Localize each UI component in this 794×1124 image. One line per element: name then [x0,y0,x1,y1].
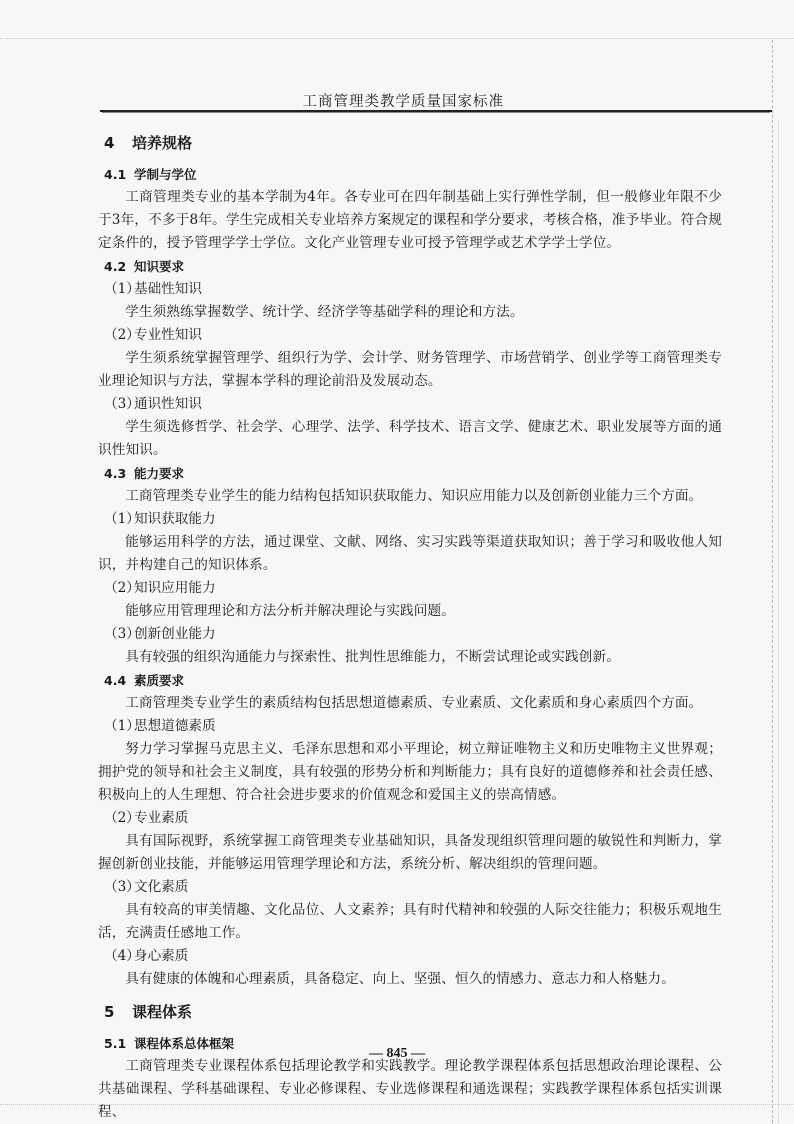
page-edge-shadow [778,120,779,1123]
page-edge [772,40,773,1123]
paragraph: 工商管理类专业学生的素质结构包括思想道德素质、专业素质、文化素质和身心素质四个方面。 [125,695,703,711]
heading-text: 素质要求 [134,673,185,688]
heading-number: 4.4 [104,673,127,688]
heading-text: 创新创业能力 [134,626,216,642]
running-header [100,82,772,112]
paragraph: 具有较高的审美情趣、文化品位、人文素养；具有时代精神和较强的人际交往能力；积极乐观地生活，充满责任感地工作。 [98,902,722,941]
paragraph: 工商管理类专业课程体系包括理论教学和实践教学。理论教学课程体系包括思想政治理论课程、公共基础课程、学科基础课程、专业必修课程、专业选修课程和通选课程；实践教学课程体系包括实训课程、 [98,1058,722,1120]
section-heading [104,132,722,155]
heading-text: 文化素质 [134,879,189,895]
item-heading [104,508,722,531]
header-title: 工商管理类教学质量国家标准 [302,94,504,110]
heading-number: （4） [104,948,140,964]
section-gap [98,991,722,997]
heading-text: 身心素质 [134,948,189,964]
paragraph: 学生须熟练掌握数学、统计学、经济学等基础学科的理论和方法。 [125,304,524,320]
paragraph: 能够应用管理理论和方法分析并解决理论与实践问题。 [125,603,456,619]
item-heading [104,715,722,738]
subsection-heading [104,163,722,186]
item-heading [104,393,722,416]
heading-number: （1） [104,281,140,297]
item-heading [104,324,722,347]
document-body [98,128,722,1124]
page-number: — 845 — [369,1046,425,1061]
paragraph: 具有较强的组织沟通能力与探索性、批判性思维能力，不断尝试理论或实践创新。 [125,649,620,665]
item-heading [104,577,722,600]
paragraph: 具有国际视野，系统掌握工商管理类专业基础知识，具备发现组织管理问题的敏锐性和判断力，掌握创新创业技能，并能够运用管理学理论和方法，系统分析、解决组织的管理问题。 [98,833,722,872]
paragraph: 学生须选修哲学、社会学、心理学、法学、科学技术、语言文学、健康艺术、职业发展等方面的通识性知识。 [98,419,722,458]
heading-text: 专业素质 [134,810,189,826]
heading-number: （2） [104,580,140,596]
heading-number: 4.2 [104,259,127,274]
scan-edge-top [0,38,794,39]
heading-number: （1） [104,718,140,734]
heading-number: （2） [104,327,140,343]
heading-text: 通识性知识 [134,396,202,412]
heading-number: 5.1 [104,1036,127,1051]
heading-text: 课程体系总体框架 [134,1036,235,1051]
heading-text: 知识应用能力 [134,580,216,596]
heading-number: 4.3 [104,466,127,481]
subsection-heading [104,669,722,692]
heading-text: 能力要求 [134,466,185,481]
heading-number: （1） [104,511,140,527]
item-heading [104,807,722,830]
heading-text: 学制与学位 [134,167,197,182]
paragraph: 工商管理类专业学生的能力结构包括知识获取能力、知识应用能力以及创新创业能力三个方面。 [125,488,703,504]
subsection-heading [104,462,722,485]
heading-text: 专业性知识 [134,327,202,343]
heading-number: （3） [104,396,140,412]
heading-number: 5 [104,1003,115,1021]
paragraph: 努力学习掌握马克思主义、毛泽东思想和邓小平理论，树立辩证唯物主义和历史唯物主义世界观；拥护党的领导和社会主义制度，具有较强的形势分析和判断能力；具有良好的道德修养和社会责任感、积极向上的人生理想、符合社会进步要求的价值观念和爱国主义的崇高情感。 [98,741,722,803]
heading-text: 培养规格 [132,134,193,152]
paragraph: 工商管理类专业的基本学制为4年。各专业可在四年制基础上实行弹性学制，但一般修业年限不少于3年，不多于8年。学生完成相关专业培养方案规定的课程和学分要求，考核合格，准予毕业。符合规定条件的，授予管理学学士学位。文化产业管理专业可授予管理学或艺术学学士学位。 [98,189,722,251]
paragraph: 具有健康的体魄和心理素质，具备稳定、向上、坚强、恒久的情感力、意志力和人格魅力。 [125,971,675,987]
heading-text: 知识获取能力 [134,511,216,527]
heading-number: 4.1 [104,167,127,182]
item-heading [104,278,722,301]
heading-number: （3） [104,879,140,895]
heading-text: 课程体系 [132,1003,193,1021]
heading-text: 基础性知识 [134,281,202,297]
item-heading [104,945,722,968]
scan-edge-bottom [0,1104,794,1105]
heading-text: 思想道德素质 [134,718,216,734]
section-heading [104,1001,722,1024]
heading-number: 4 [104,134,115,152]
item-heading [104,876,722,899]
item-heading [104,623,722,646]
heading-number: （2） [104,810,140,826]
paragraph: 学生须系统掌握管理学、组织行为学、会计学、财务管理学、市场营销学、创业学等工商管理类专业理论知识与方法，掌握本学科的理论前沿及发展动态。 [98,350,722,389]
heading-number: （3） [104,626,140,642]
heading-text: 知识要求 [134,259,185,274]
subsection-heading [104,255,722,278]
paragraph: 能够运用科学的方法，通过课堂、文献、网络、实习实践等渠道获取知识；善于学习和吸收他人知识，并构建自己的知识体系。 [98,534,722,573]
